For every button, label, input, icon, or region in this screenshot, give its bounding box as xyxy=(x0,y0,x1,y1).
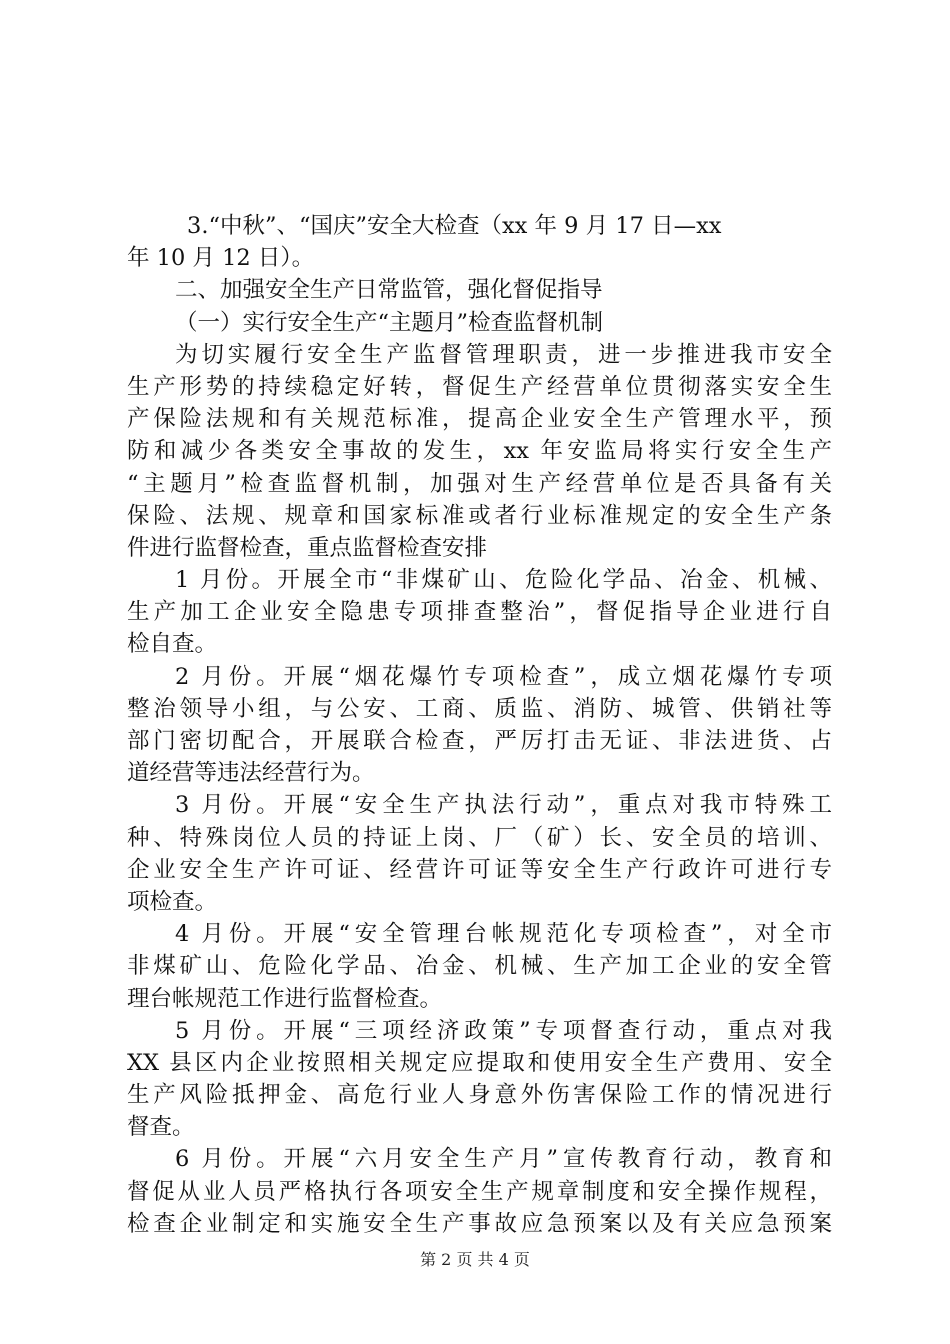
paragraph-line: 3.“中秋”、“国庆”安全大检查（xx 年 9 月 17 日—xx xyxy=(187,213,722,239)
paragraph-line: 防和减少各类安全事故的发生，xx 年安监局将实行安全生产 xyxy=(127,438,832,465)
paragraph-line: 年 10 月 12 日）。 xyxy=(127,245,315,272)
paragraph-line: 部门密切配合，开展联合检查，严厉打击无证、非法进货、占 xyxy=(127,728,832,754)
paragraph-line: 检自查。 xyxy=(127,631,218,658)
paragraph-line: 整治领导小组，与公安、工商、质监、消防、城管、供销社等 xyxy=(127,695,832,722)
paragraph-line: 2 月份。开展“烟花爆竹专项检查”，成立烟花爆竹专项 xyxy=(175,663,832,690)
page-number-footer: 第 2 页 共 4 页 xyxy=(420,1250,530,1269)
paragraph-line: 生产形势的持续稳定好转，督促生产经营单位贯彻落实安全生 xyxy=(127,373,832,400)
paragraph-line: 企业安全生产许可证、经营许可证等安全生产行政许可进行专 xyxy=(127,856,832,883)
paragraph-line: 6 月份。开展“六月安全生产月”宣传教育行动，教育和 xyxy=(175,1146,832,1173)
paragraph-line: 4 月份。开展“安全管理台帐规范化专项检查”，对全市 xyxy=(175,921,832,948)
paragraph-line: “主题月”检查监督机制，加强对生产经营单位是否具备有关 xyxy=(127,470,832,497)
subsection-heading: （一）实行安全生产“主题月”检查监督机制 xyxy=(175,309,604,336)
paragraph-line: 3 月份。开展“安全生产执法行动”，重点对我市特殊工 xyxy=(175,792,832,819)
paragraph-line: XX 县区内企业按照相关规定应提取和使用安全生产费用、安全 xyxy=(127,1049,832,1076)
paragraph-line: 道经营等违法经营行为。 xyxy=(127,760,375,787)
paragraph-line: 督查。 xyxy=(127,1114,195,1141)
paragraph-line: 5 月份。开展“三项经济政策”专项督查行动，重点对我 xyxy=(175,1017,832,1044)
paragraph-line: 项检查。 xyxy=(127,888,218,915)
paragraph-line: 保险、法规、规章和国家标准或者行业标准规定的安全生产条 xyxy=(127,502,832,529)
paragraph-line: 为切实履行安全生产监督管理职责，进一步推进我市安全 xyxy=(175,341,832,368)
paragraph-line: 生产风险抵押金、高危行业人身意外伤害保险工作的情况进行 xyxy=(127,1082,832,1109)
paragraph-line: 件进行监督检查，重点监督检查安排 xyxy=(127,534,488,561)
paragraph-line: 生产加工企业安全隐患专项排查整治”，督促指导企业进行自 xyxy=(127,599,832,626)
paragraph-line: 产保险法规和有关规范标准，提高企业安全生产管理水平，预 xyxy=(127,406,832,433)
paragraph-line: 种、特殊岗位人员的持证上岗、厂（矿）长、安全员的培训、 xyxy=(127,824,832,851)
body-text xyxy=(127,210,832,1240)
paragraph-line: 理台帐规范工作进行监督检查。 xyxy=(127,985,443,1012)
paragraph-line: 1 月份。开展全市“非煤矿山、危险化学品、冶金、机械、 xyxy=(175,567,832,594)
paragraph-line: 督促从业人员严格执行各项安全生产规章制度和安全操作规程， xyxy=(127,1178,832,1205)
section-heading: 二、加强安全生产日常监管，强化督促指导 xyxy=(175,277,603,304)
paragraph-line: 非煤矿山、危险化学品、冶金、机械、生产加工企业的安全管 xyxy=(127,953,832,980)
paragraph-line: 检查企业制定和实施安全生产事故应急预案以及有关应急预案 xyxy=(127,1210,832,1237)
